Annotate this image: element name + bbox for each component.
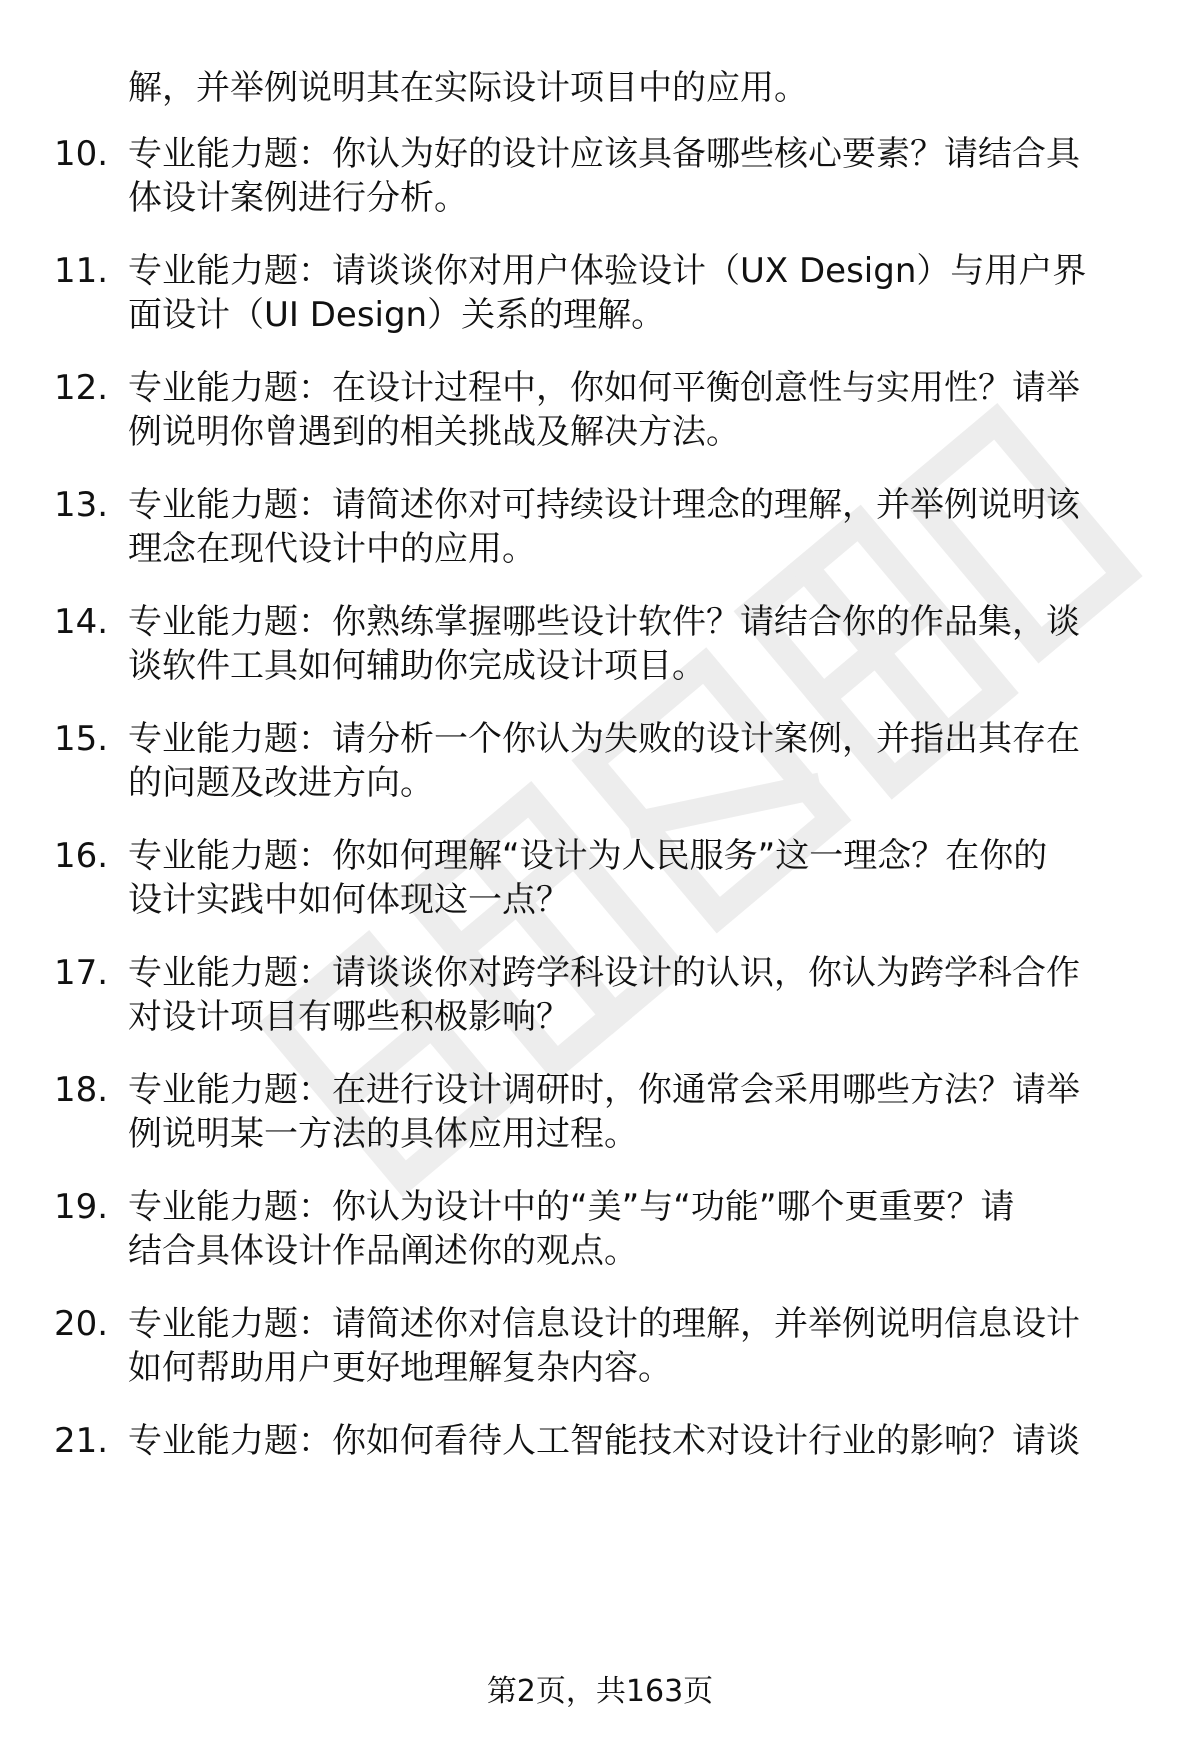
page-footer: 第2页，共163页 [486,1674,714,1709]
question-text-line: 专业能力题：请分析一个你认为失败的设计案例，并指出其存在 [128,719,1080,759]
question-text-line: 专业能力题：在设计过程中，你如何平衡创意性与实用性？请举 [128,368,1080,408]
question-text-line: 专业能力题：在进行设计调研时，你通常会采用哪些方法？请举 [128,1070,1080,1110]
question-number: 17. [54,953,109,993]
question-text-line: 专业能力题：请谈谈你对用户体验设计（UX Design）与用户界 [128,251,1087,291]
question-text-line: 对设计项目有哪些积极影响？ [128,997,570,1037]
question-text-line: 例说明你曾遇到的相关挑战及解决方法。 [128,412,740,452]
question-number: 19. [54,1187,109,1227]
question-number: 15. [54,719,109,759]
question-number: 13. [54,485,109,525]
question-text-line: 专业能力题：你如何看待人工智能技术对设计行业的影响？请谈 [128,1421,1080,1461]
question-text-line: 结合具体设计作品阐述你的观点。 [128,1231,638,1271]
question-number: 20. [54,1304,109,1344]
question-text-line: 面设计（UI Design）关系的理解。 [128,295,666,335]
question-number: 12. [54,368,109,408]
question-text-line: 谈软件工具如何辅助你完成设计项目。 [128,646,706,686]
question-text-line: 专业能力题：请简述你对信息设计的理解，并举例说明信息设计 [128,1304,1080,1344]
question-text-line: 专业能力题：你认为好的设计应该具备哪些核心要素？请结合具 [128,134,1080,174]
question-text-line: 的问题及改进方向。 [128,763,434,803]
question-text-line: 设计实践中如何体现这一点？ [128,880,570,920]
question-number: 11. [54,251,109,291]
question-text-line: 例说明某一方法的具体应用过程。 [128,1114,638,1154]
question-text-line: 专业能力题：请谈谈你对跨学科设计的认识，你认为跨学科合作 [128,953,1080,993]
question-text-line: 专业能力题：你如何理解“设计为人民服务”这一理念？在你的 [128,836,1048,876]
continuation-line: 解，并举例说明其在实际设计项目中的应用。 [128,68,808,108]
question-text-line: 理念在现代设计中的应用。 [128,529,536,569]
question-text-line: 专业能力题：请简述你对可持续设计理念的理解，并举例说明该 [128,485,1080,525]
question-number: 16. [54,836,109,876]
question-number: 18. [54,1070,109,1110]
question-text-line: 体设计案例进行分析。 [128,178,468,218]
question-number: 14. [54,602,109,642]
question-text-line: 如何帮助用户更好地理解复杂内容。 [128,1348,672,1388]
question-text-line: 专业能力题：你认为设计中的“美”与“功能”哪个更重要？请 [128,1187,1015,1227]
question-number: 10. [54,134,109,174]
question-text-line: 专业能力题：你熟练掌握哪些设计软件？请结合你的作品集，谈 [128,602,1080,642]
question-number: 21. [54,1421,109,1461]
